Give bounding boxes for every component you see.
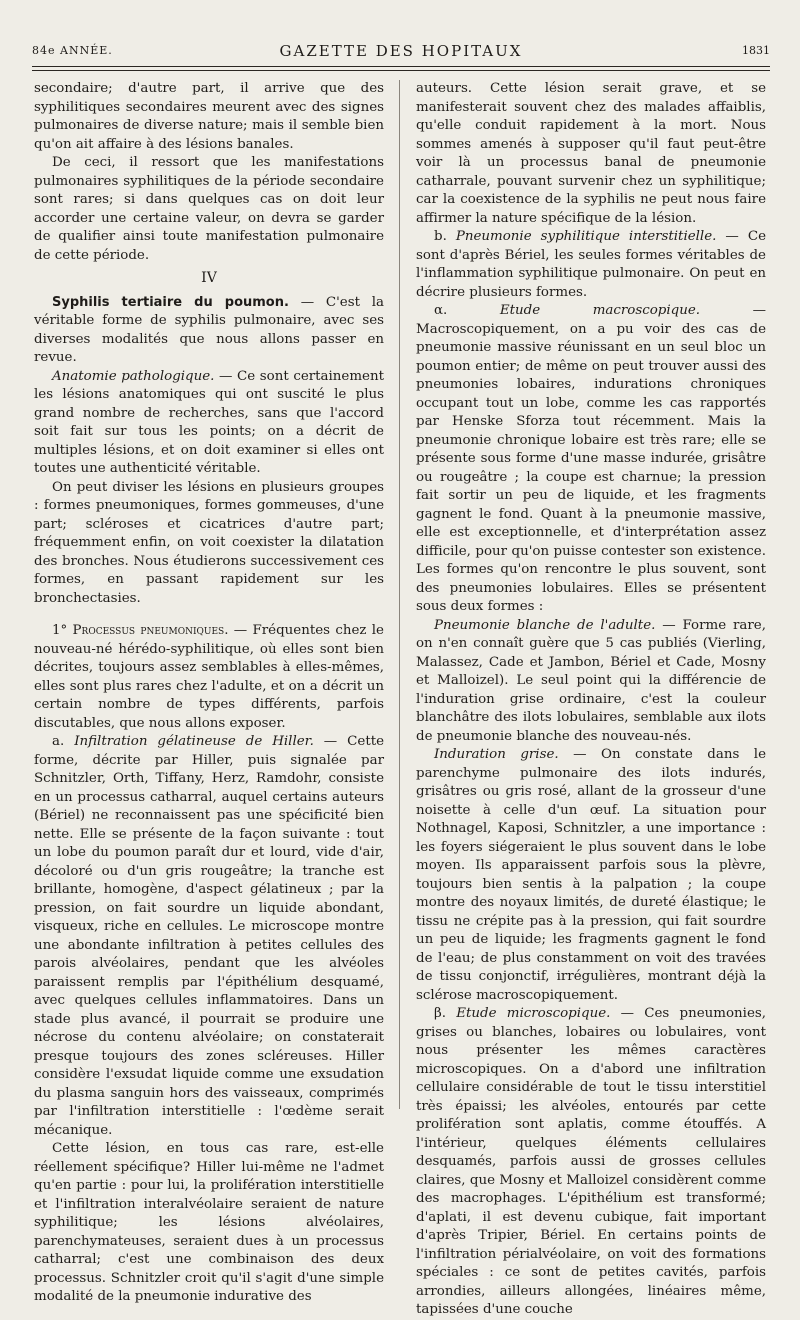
header-rule-bottom: [32, 70, 770, 71]
issue-year: 84e ANNÉE.: [32, 44, 113, 57]
page-header: [32, 44, 770, 66]
subsection-heading: Pneumonie syphilitique interstitielle.: [455, 229, 717, 244]
paragraph: On peut diviser les lésions en plusieurs groupes : formes pneumoniques, formes gommeuses, d'une part; scléroses et cicatrices d'autre part; fréquemment enfin, on voit coexister la dilatation des bronches. Nous étudierons successivement ces formes, en passant rapidement sur les bronchectasies.: [34, 479, 384, 606]
paragraph: α. Etude macroscopique. — Macroscopiquement, on a pu voir des cas de pneumonie massive réunissant en un seul bloc un poumon entier; de même on peut trouver aussi des pneumonies lobaires, indurations chroniques occupant tout un lobe, comme les cas rapportés par Henske Sforza tout récemment. Mais la pneumonie chronique lobaire est très rare; elle se présente sous forme d'une masse indurée, grisâtre ou rougeâtre ; la coupe est charnue; la pression fait sortir un peu de liquide, et les fragments gagnent le fond. Quant à la pneumonie massive, elle est exceptionnelle, et d'interprétation assez difficile, pour qu'on puisse contester son existence. Les formes qu'on rencontre le plus souvent, sont des pneumonies lobulaires. Elles se présentent sous deux formes :: [416, 303, 766, 614]
paragraph: secondaire; d'autre part, il arrive que des syphilitiques secondaires meurent avec des signes pulmonaires de diverse nature; mais il semble bien qu'on ait affaire à des lésions banales.: [34, 81, 384, 152]
journal-title: GAZETTE DES HOPITAUX: [279, 42, 523, 60]
section-number: IV: [201, 270, 217, 286]
paragraph: β. Etude microscopique. — Ces pneumonies, grises ou blanches, lobaires ou lobulaires, vont nous présenter les mêmes caractères microscopiques. On a d'abord une infiltration cellulaire considérable de tout le tissu interstitiel très épaissi; les alvéoles, entourés par cette prolifération sont aplatis, comme étouffés. A l'intérieur, quelques éléments cellulaires desquamés, parfois aussi de grosses cellules claires, que Mosny et Malloizel considèrent comme des macrophages. L'épithélium est transformé; d'aplati, il est devenu cubique, fait important d'après Tripier, Bériel. En certains points de l'infiltration périalvéolaire, on voit des formations spéciales : ce sont de petites cavités, parfois arrondies, ailleurs allongées, linéaires même, tapissées d'une couche: [416, 1006, 766, 1317]
paragraph: auteurs. Cette lésion serait grave, et se manifesterait souvent chez des malades affaiblis, qu'elle conduit rapidement à la mort. Nous sommes amenés à supposer qu'il faut peut-être voir là un processus banal de pneumonie catharrale, pouvant survenir chez un syphilitique; car la coexistence de la syphilis ne peut nous faire affirmer la nature spécifique de la lésion.: [416, 81, 766, 226]
subsection-heading: Processus pneumoniques.: [72, 623, 229, 638]
paragraph: a. Infiltration gélatineuse de Hiller. — Cette forme, décrite par Hiller, puis signalée par Schnitzler, Orth, Tiffany, Herz, Ramdohr, consiste en un processus catharral, auquel certains auteurs (Bériel) ne reconnaissent pas une spécificité bien nette. Elle se présente de la façon suivante : tout un lobe du poumon paraît dur et lourd, vide d'air, décoloré ou d'un gris rougeâtre; la tranche est brillante, homogène, d'aspect gélatineux ; par la pression, on fait sourdre un liquide abondant, visqueux, riche en cellules. Le microscope montre une abondante infiltration à petites cellules des parois alvéolaires, pendant que les alvéoles paraissent remplis par l'épithélium desquamé, avec quelques cellules inflammatoires. Dans un stade plus avancé, il pourrait se produire une nécrose du contenu alvéolaire; on constaterait presque toujours des zones scléreuses. Hiller considère l'exsudat liquide comme une exsudation du plasma sanguin hors des vaisseaux, comprimés par l'infiltration interstitielle : l'œdème serait mécanique.: [34, 734, 385, 1138]
paragraph: Pneumonie blanche de l'adulte. — Forme rare, on n'en connaît guère que 5 cas publiés (Vierling, Malassez, Cade et Jambon, Bériel et Cade, Mosny et Malloizel). Le seul point qui la différencie de l'induration grise ordinaire, c'est la couleur blanchâtre des ilots lobulaires, semblable aux ilots de pneumonie blanche des nouveau-nés.: [416, 617, 766, 744]
paragraph: b. Pneumonie syphilitique interstitielle. — Ce sont d'après Bériel, les seules formes véritables de l'inflammation syphilitique pulmonaire. On peut en décrire plusieurs formes.: [416, 229, 766, 300]
page-number: 1831: [742, 44, 770, 57]
paragraph: 1° Processus pneumoniques. — Fréquentes chez le nouveau-né hérédo-syphilitique, où elles sont bien décrites, toujours assez semblables à elles-mêmes, elles sont plus rares chez l'adulte, et on a décrit un certain nombre de types différents, parfois discutables, que nous allons exposer.: [34, 623, 384, 731]
subsection-heading: Induration grise.: [434, 747, 559, 762]
right-column: [416, 80, 766, 1320]
paragraph: De ceci, il ressort que les manifestations pulmonaires syphilitiques de la période secondaire sont rares; si dans quelques cas on doit leur accorder une certaine valeur, on devra se garder de qualifier ainsi toute manifestation pulmonaire de cette période.: [34, 155, 384, 263]
paragraph: Induration grise. — On constate dans le parenchyme pulmonaire des ilots indurés, grisâtres ou gris rosé, allant de la grosseur d'une noisette à celle d'un œuf. La situation pour Nothnagel, Kaposi, Schnitzler, a une importance : les foyers siégeraient le plus souvent dans le lobe moyen. Ils apparaissent parfois sous la plèvre, toujours bien sentis à la palpation ; la coupe montre des noyaux limités, de dureté élastique; le tissu ne crépite pas à la pression, qui fait sourdre un peu de liquide; les fragments gagnent le fond de l'eau; de plus constamment on voit des travées de tissu conjonctif, irrégulières, montrant déjà la sclérose macroscopiquement.: [416, 747, 766, 1003]
paragraph: Syphilis tertiaire du poumon. — C'est la véritable forme de syphilis pulmonaire, avec ses diverses modalités que nous allons passer en revue.: [34, 294, 384, 365]
header-rule-top: [32, 66, 770, 67]
subsection-heading: Pneumonie blanche de l'adulte.: [434, 617, 656, 633]
subsection-heading: Infiltration gélatineuse de Hiller.: [74, 734, 314, 749]
section-heading: Syphilis tertiaire du poumon.: [52, 294, 289, 310]
left-column: [34, 80, 384, 1307]
paragraph: Anatomie pathologique. — Ce sont certainement les lésions anatomiques qui ont suscité le plus grand nombre de recherches, sans que l'accord soit fait sur tous les points; on a décrit de multiples lésions, et on doit examiner si elles ont toutes une authenticité véritable.: [34, 368, 384, 476]
subsection-heading: Etude macroscopique.: [499, 303, 701, 318]
subsection-heading: Anatomie pathologique.: [52, 368, 215, 384]
paragraph: Cette lésion, en tous cas rare, est-elle réellement spécifique? Hiller lui-même ne l'admet qu'en partie : pour lui, la prolifération interstitielle et l'infiltration interalvéolaire seraient de nature syphilitique; les lésions alvéolaires, parenchymateuses, seraient dues à un processus catharral; c'est une combinaison des deux processus. Schnitzler croit qu'il s'agit d'une simple modalité de la pneumonie indurative des: [34, 1141, 384, 1304]
column-divider: [399, 80, 400, 1109]
subsection-heading: Etude microscopique.: [456, 1006, 611, 1021]
